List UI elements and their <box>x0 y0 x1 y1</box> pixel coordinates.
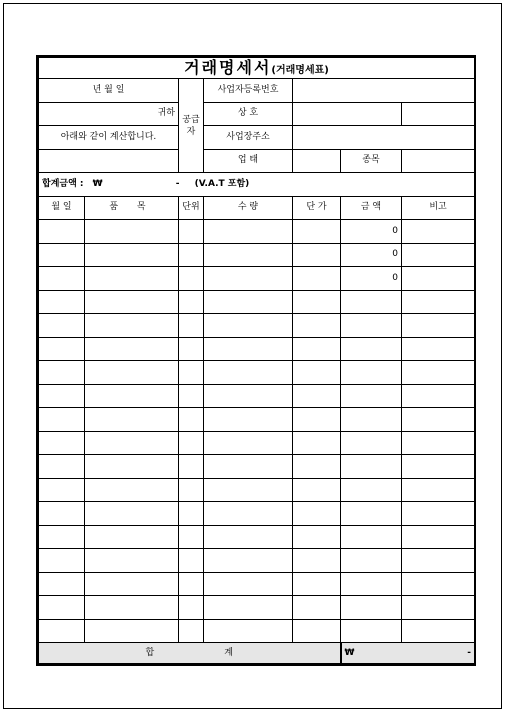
row-note-cell[interactable] <box>402 525 475 549</box>
row-price-cell[interactable] <box>293 314 341 338</box>
table-row <box>39 384 475 408</box>
row-qty-cell[interactable] <box>204 502 293 526</box>
row-item-cell[interactable] <box>85 408 179 432</box>
table-row <box>39 502 475 526</box>
row-date-cell[interactable] <box>39 408 85 432</box>
document-title <box>39 58 475 79</box>
row-unit-cell[interactable] <box>179 290 204 314</box>
row-price-cell[interactable] <box>293 337 341 361</box>
address-label: 사업장주소 <box>204 126 293 150</box>
row-item-cell[interactable] <box>85 220 179 244</box>
row-qty-cell[interactable] <box>204 384 293 408</box>
col-unit: 단위 <box>179 196 204 220</box>
row-date-cell[interactable] <box>39 361 85 385</box>
col-qty: 수 량 <box>204 196 293 220</box>
table-row <box>39 572 475 596</box>
row-date-cell[interactable] <box>39 220 85 244</box>
row-item-cell[interactable] <box>85 384 179 408</box>
row-date-cell[interactable] <box>39 431 85 455</box>
address-field[interactable] <box>293 126 475 150</box>
table-row <box>39 243 475 267</box>
footer-total-row <box>39 643 475 664</box>
row-unit-cell[interactable] <box>179 619 204 643</box>
row-amount-cell[interactable] <box>341 549 402 573</box>
row-qty-cell[interactable] <box>204 431 293 455</box>
row-unit-cell[interactable] <box>179 455 204 479</box>
total-currency: ₩ <box>92 178 103 189</box>
row-price-cell[interactable] <box>293 549 341 573</box>
table-row <box>39 267 475 291</box>
row-qty-cell[interactable] <box>204 455 293 479</box>
row-price-cell[interactable] <box>293 619 341 643</box>
row-qty-cell[interactable] <box>204 243 293 267</box>
row-unit-cell[interactable] <box>179 243 204 267</box>
row-qty-cell[interactable] <box>204 525 293 549</box>
col-note: 비고 <box>402 196 475 220</box>
row-date-cell[interactable] <box>39 549 85 573</box>
table-row <box>39 431 475 455</box>
table-row <box>39 619 475 643</box>
table-row <box>39 455 475 479</box>
document-page <box>3 3 502 709</box>
row-price-cell[interactable] <box>293 361 341 385</box>
row-price-cell[interactable] <box>293 572 341 596</box>
row-qty-cell[interactable] <box>204 220 293 244</box>
row-date-cell[interactable] <box>39 572 85 596</box>
row-unit-cell[interactable] <box>179 220 204 244</box>
row-price-cell[interactable] <box>293 455 341 479</box>
row-note-cell[interactable] <box>402 290 475 314</box>
row-item-cell[interactable] <box>85 478 179 502</box>
row-date-cell[interactable] <box>39 596 85 620</box>
row-qty-cell[interactable] <box>204 314 293 338</box>
row-note-cell[interactable] <box>402 337 475 361</box>
table-row <box>39 478 475 502</box>
row-unit-cell[interactable] <box>179 431 204 455</box>
row-date-cell[interactable] <box>39 290 85 314</box>
row-note-cell[interactable] <box>402 361 475 385</box>
row-amount-cell[interactable]: 0 <box>341 267 402 291</box>
row-unit-cell[interactable] <box>179 572 204 596</box>
row-date-cell[interactable] <box>39 337 85 361</box>
row-unit-cell[interactable] <box>179 384 204 408</box>
row-item-cell[interactable] <box>85 502 179 526</box>
row-amount-cell[interactable] <box>341 572 402 596</box>
row-qty-cell[interactable] <box>204 361 293 385</box>
row-price-cell[interactable] <box>293 243 341 267</box>
row-amount-cell[interactable]: 0 <box>341 243 402 267</box>
table-row <box>39 337 475 361</box>
row-unit-cell[interactable] <box>179 408 204 432</box>
row-unit-cell[interactable] <box>179 478 204 502</box>
subtitle-text: (거래명세표) <box>271 65 329 76</box>
row-qty-cell[interactable] <box>204 337 293 361</box>
row-amount-cell[interactable] <box>341 337 402 361</box>
footer-total-value: ₩ - <box>341 643 475 664</box>
row-date-cell[interactable] <box>39 267 85 291</box>
row-note-cell[interactable] <box>402 220 475 244</box>
row-unit-cell[interactable] <box>179 549 204 573</box>
row-unit-cell[interactable] <box>179 337 204 361</box>
column-header-row <box>39 196 475 220</box>
row-unit-cell[interactable] <box>179 525 204 549</box>
row-price-cell[interactable] <box>293 384 341 408</box>
table-row <box>39 549 475 573</box>
row-amount-cell[interactable] <box>341 431 402 455</box>
row-unit-cell[interactable] <box>179 361 204 385</box>
row-amount-cell[interactable] <box>341 478 402 502</box>
row-price-cell[interactable] <box>293 267 341 291</box>
total-amount-row <box>39 173 475 197</box>
company-label: 상 호 <box>204 102 293 126</box>
row-item-cell[interactable] <box>85 290 179 314</box>
row-note-cell[interactable] <box>402 431 475 455</box>
row-qty-cell[interactable] <box>204 408 293 432</box>
invoice-table <box>38 57 475 664</box>
row-qty-cell[interactable] <box>204 596 293 620</box>
row-item-cell[interactable] <box>85 596 179 620</box>
row-note-cell[interactable] <box>402 549 475 573</box>
table-row <box>39 525 475 549</box>
row-price-cell[interactable] <box>293 220 341 244</box>
item-type-field[interactable] <box>402 149 475 173</box>
company-field[interactable] <box>293 102 402 126</box>
row-item-cell[interactable] <box>85 337 179 361</box>
biz-reg-no-label: 사업자등록번호 <box>204 79 293 103</box>
row-qty-cell[interactable] <box>204 619 293 643</box>
row-amount-cell[interactable]: 0 <box>341 220 402 244</box>
row-item-cell[interactable] <box>85 267 179 291</box>
row-price-cell[interactable] <box>293 525 341 549</box>
blank-cell <box>39 149 179 173</box>
total-amount-label: 합계금액 : <box>42 178 84 189</box>
row-note-cell[interactable] <box>402 267 475 291</box>
row-item-cell[interactable] <box>85 525 179 549</box>
row-price-cell[interactable] <box>293 502 341 526</box>
recipient-cell[interactable]: 귀하 <box>39 102 179 126</box>
company-extra-field[interactable] <box>402 102 475 126</box>
row-item-cell[interactable] <box>85 314 179 338</box>
row-date-cell[interactable] <box>39 243 85 267</box>
row-amount-cell[interactable] <box>341 455 402 479</box>
col-item: 품 목 <box>85 196 179 220</box>
row-price-cell[interactable] <box>293 431 341 455</box>
row-item-cell[interactable] <box>85 455 179 479</box>
row-unit-cell[interactable] <box>179 314 204 338</box>
total-amount-value: - <box>175 178 180 189</box>
row-date-cell[interactable] <box>39 525 85 549</box>
row-unit-cell[interactable] <box>179 596 204 620</box>
supplier-label: 공급자 <box>179 79 204 173</box>
row-note-cell[interactable] <box>402 478 475 502</box>
row-date-cell[interactable] <box>39 478 85 502</box>
table-row <box>39 596 475 620</box>
col-price: 단 가 <box>293 196 341 220</box>
row-price-cell[interactable] <box>293 478 341 502</box>
row-note-cell[interactable] <box>402 572 475 596</box>
row-amount-cell[interactable] <box>341 502 402 526</box>
business-type-field[interactable] <box>293 149 341 173</box>
row-unit-cell[interactable] <box>179 267 204 291</box>
row-amount-cell[interactable] <box>341 525 402 549</box>
row-amount-cell[interactable] <box>341 384 402 408</box>
row-note-cell[interactable] <box>402 596 475 620</box>
table-row <box>39 314 475 338</box>
row-item-cell[interactable] <box>85 549 179 573</box>
col-amount: 금 액 <box>341 196 402 220</box>
row-amount-cell[interactable] <box>341 290 402 314</box>
row-note-cell[interactable] <box>402 502 475 526</box>
row-note-cell[interactable] <box>402 384 475 408</box>
row-item-cell[interactable] <box>85 572 179 596</box>
table-row <box>39 220 475 244</box>
row-item-cell[interactable] <box>85 243 179 267</box>
row-price-cell[interactable] <box>293 290 341 314</box>
row-amount-cell[interactable] <box>341 314 402 338</box>
vat-note: (V.A.T 포함) <box>194 178 250 189</box>
row-qty-cell[interactable] <box>204 290 293 314</box>
row-price-cell[interactable] <box>293 596 341 620</box>
row-item-cell[interactable] <box>85 619 179 643</box>
row-qty-cell[interactable] <box>204 572 293 596</box>
row-date-cell[interactable] <box>39 314 85 338</box>
calc-text: 아래와 같이 계산합니다. <box>39 126 179 150</box>
row-date-cell[interactable] <box>39 455 85 479</box>
table-row <box>39 408 475 432</box>
row-price-cell[interactable] <box>293 408 341 432</box>
table-row <box>39 290 475 314</box>
row-amount-cell[interactable] <box>341 619 402 643</box>
row-note-cell[interactable] <box>402 619 475 643</box>
footer-total-label: 합 계 <box>39 643 341 664</box>
row-unit-cell[interactable] <box>179 502 204 526</box>
date-cell[interactable]: 년 월 일 <box>39 79 179 103</box>
row-note-cell[interactable] <box>402 314 475 338</box>
row-amount-cell[interactable] <box>341 408 402 432</box>
row-item-cell[interactable] <box>85 361 179 385</box>
row-amount-cell[interactable] <box>341 361 402 385</box>
business-type-label: 업 태 <box>204 149 293 173</box>
row-amount-cell[interactable] <box>341 596 402 620</box>
row-date-cell[interactable] <box>39 384 85 408</box>
row-qty-cell[interactable] <box>204 478 293 502</box>
row-qty-cell[interactable] <box>204 549 293 573</box>
row-note-cell[interactable] <box>402 408 475 432</box>
col-date: 월 일 <box>39 196 85 220</box>
title-text: 거래명세서 <box>184 58 272 77</box>
row-item-cell[interactable] <box>85 431 179 455</box>
table-row <box>39 361 475 385</box>
invoice-form <box>36 55 476 666</box>
row-note-cell[interactable] <box>402 243 475 267</box>
row-date-cell[interactable] <box>39 619 85 643</box>
item-type-label: 종목 <box>341 149 402 173</box>
biz-reg-no-field[interactable] <box>293 79 475 103</box>
row-note-cell[interactable] <box>402 455 475 479</box>
row-date-cell[interactable] <box>39 502 85 526</box>
row-qty-cell[interactable] <box>204 267 293 291</box>
